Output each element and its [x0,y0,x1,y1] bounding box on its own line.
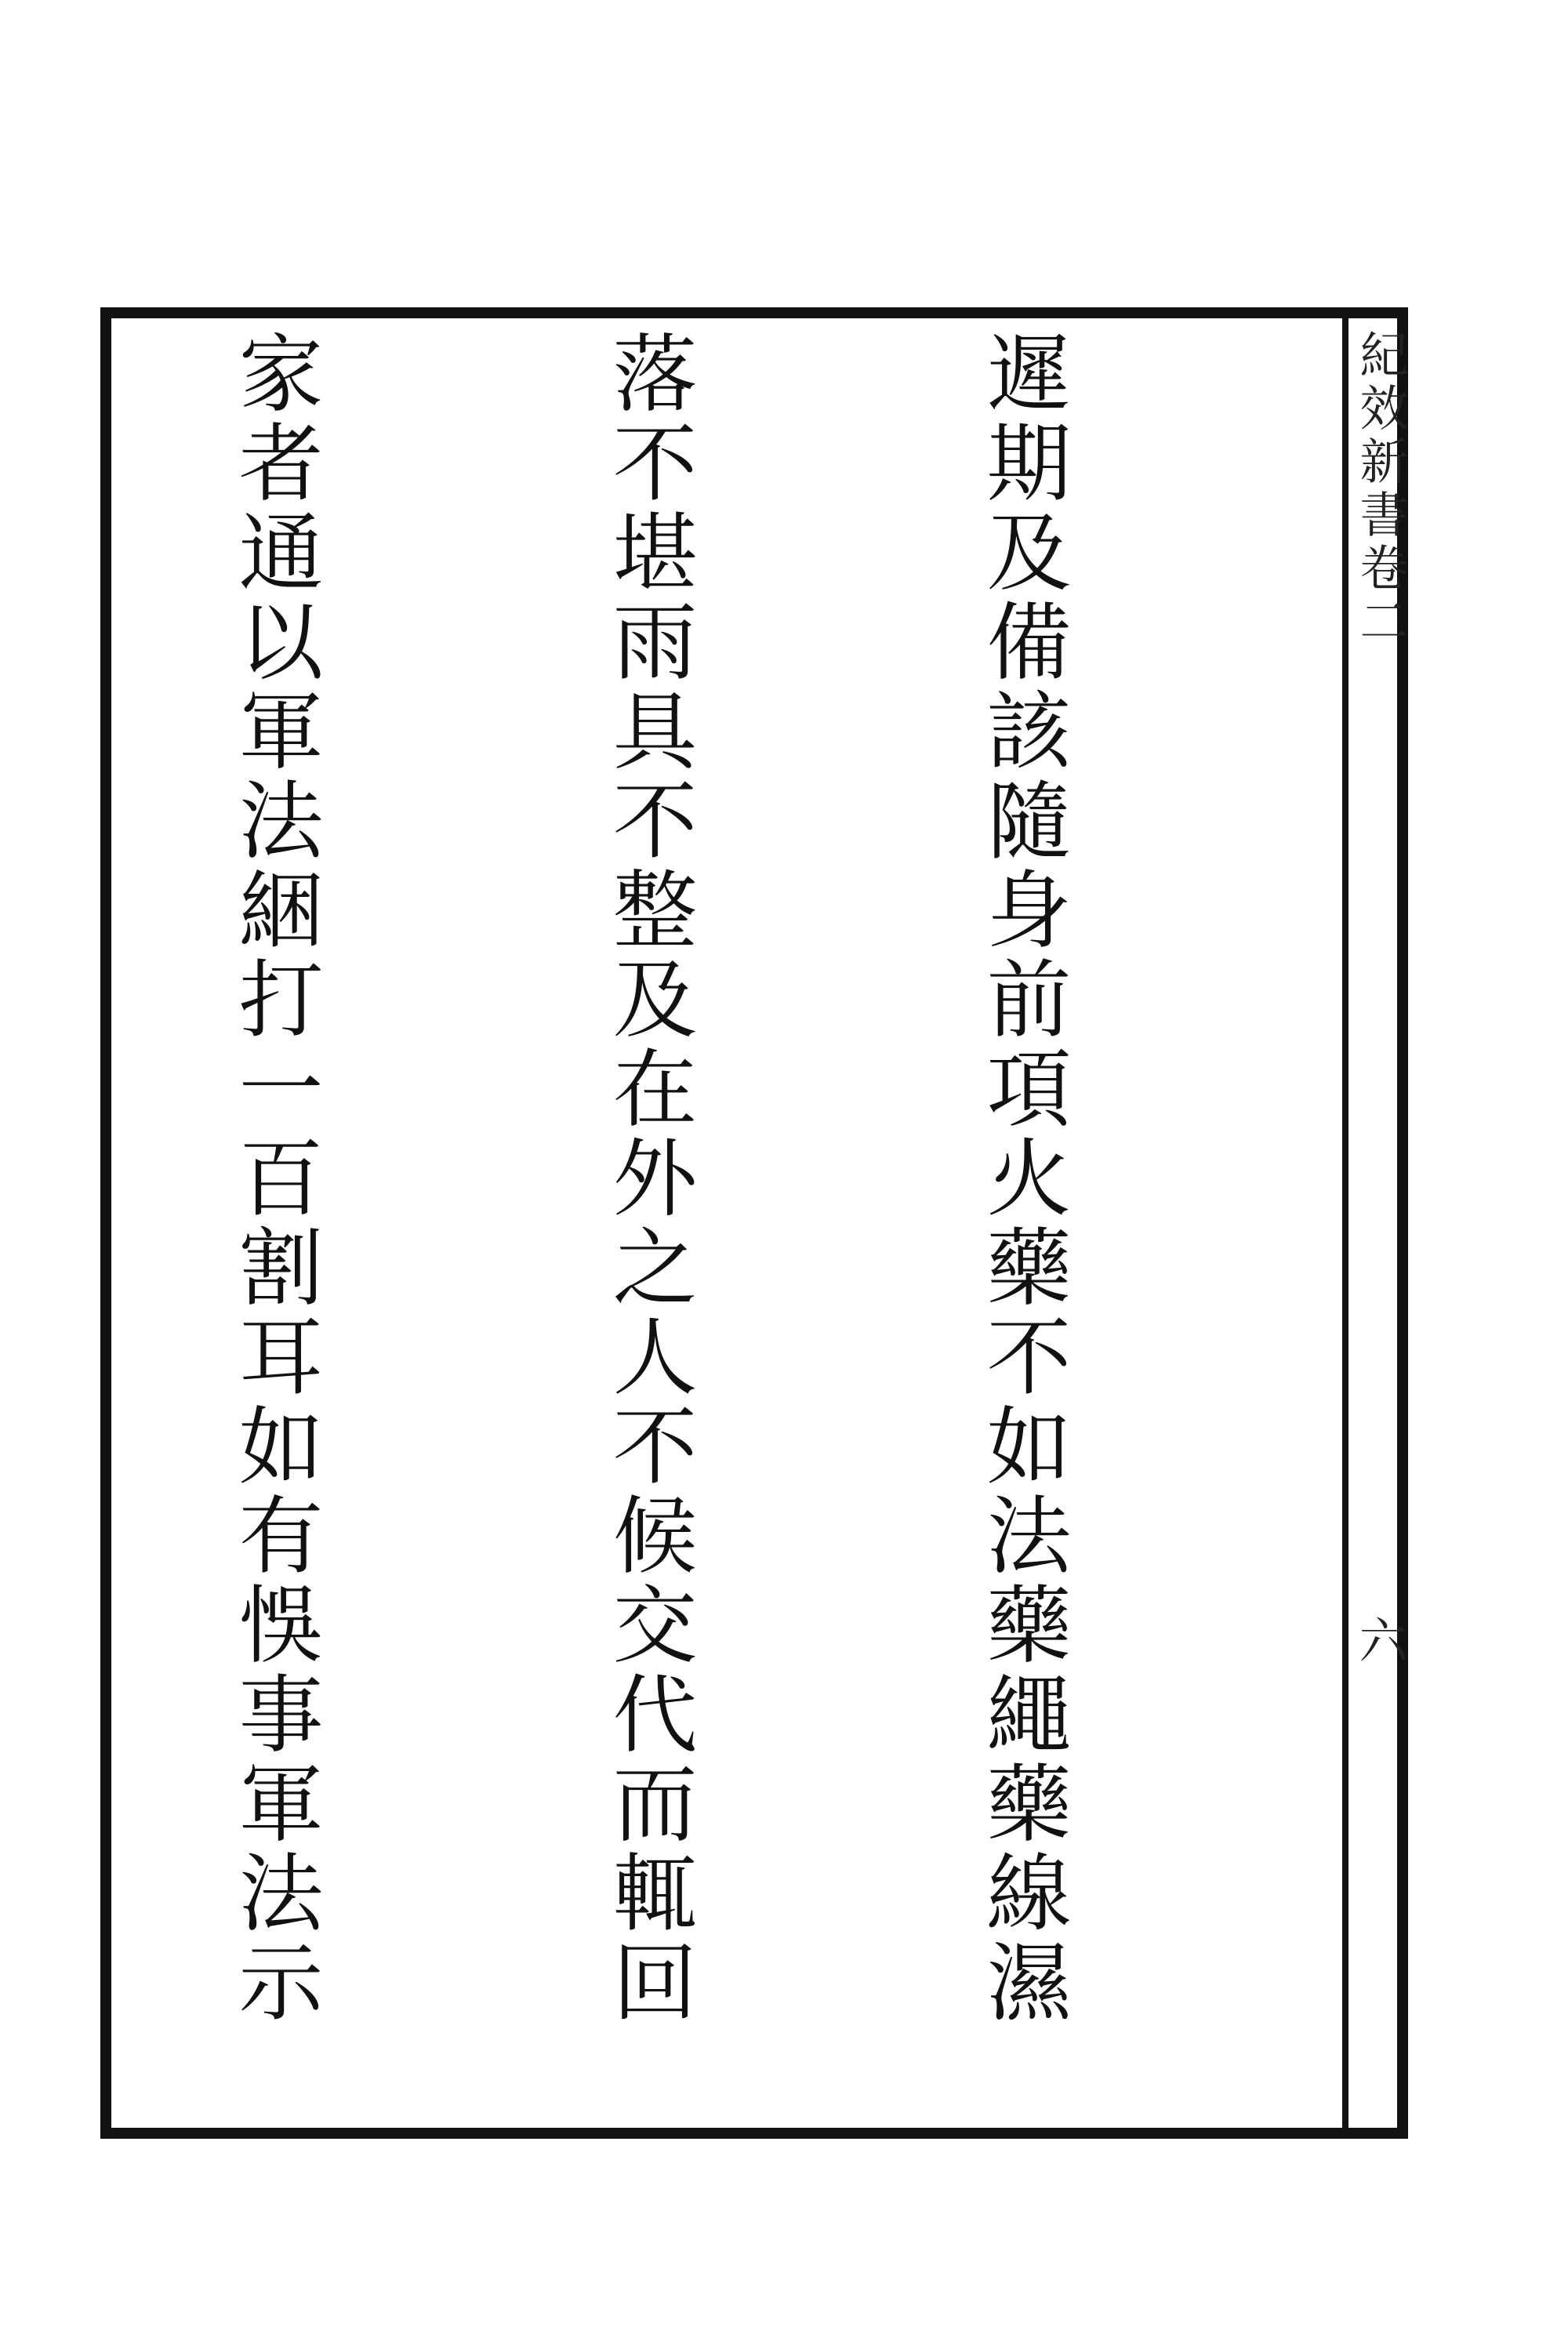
margin-title: 紀效新書卷二 [1352,329,1409,649]
margin-rule [1342,307,1348,2139]
text-column-1: 遲期及備該隨身前項火藥不如法藥繩藥線濕 [972,329,1070,2027]
leaf-number: 六 [1351,1615,1408,1664]
text-column-2: 落不堪雨具不整及在外之人不候交代而輒回 [598,329,696,2027]
text-block [118,329,1333,2125]
text-column-3: 家者通以軍法綑打一百割耳如有悞事軍法示 [224,329,322,2027]
